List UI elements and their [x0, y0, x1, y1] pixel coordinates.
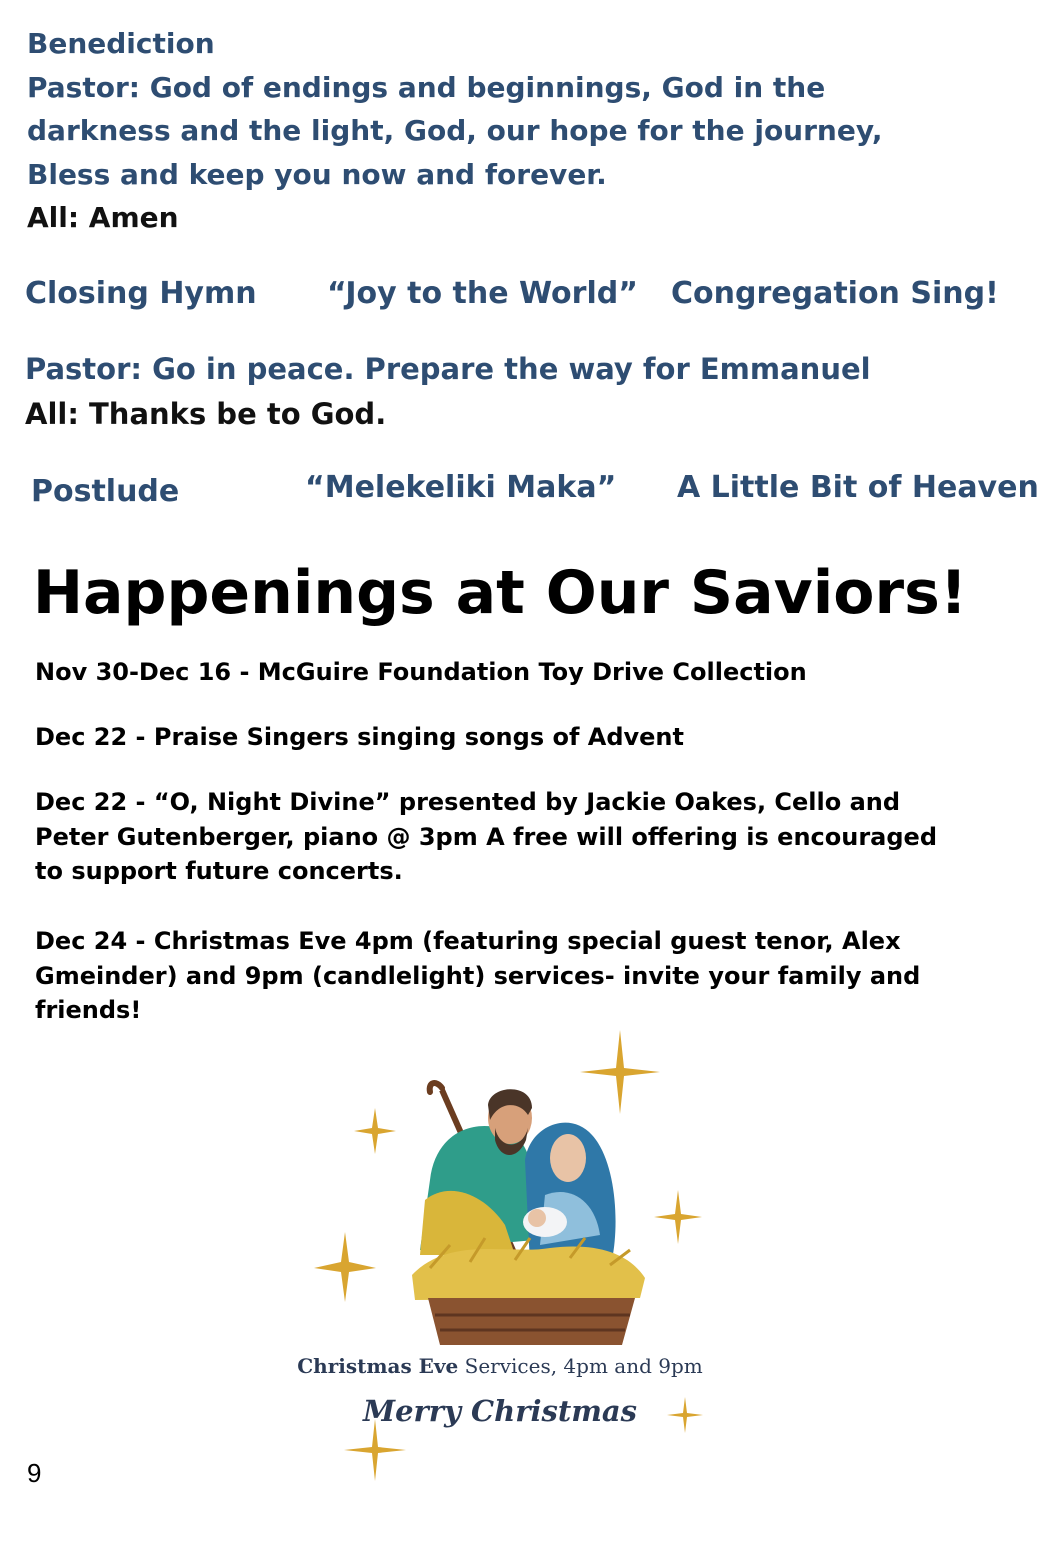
event-item: Dec 24 - Christmas Eve 4pm (featuring special guest tenor, Alex Gmeinder) and 9pm (candlelight) services- invite your family and friends!: [35, 927, 921, 1024]
caption-bold: Christmas Eve: [297, 1354, 459, 1378]
event-item: Dec 22 - Praise Singers singing songs of Advent: [35, 723, 684, 751]
caption-rest: Services, 4pm and 9pm: [458, 1354, 703, 1378]
dismissal-pastor: Pastor: Go in peace. Prepare the way for Emmanuel: [25, 352, 871, 386]
sparkle-star-icon: [354, 1108, 396, 1154]
sparkle-star-icon: [580, 1030, 660, 1114]
sparkle-star-icon: [314, 1232, 376, 1302]
postlude-label: Postlude: [31, 474, 180, 509]
dismissal-response: All: Thanks be to God.: [25, 397, 387, 431]
postlude-note: A Little Bit of Heaven: [677, 470, 1039, 505]
benediction-heading: Benediction: [27, 27, 215, 60]
postlude-title: “Melekeliki Maka”: [305, 470, 617, 505]
christmas-eve-caption: [0, 1354, 1000, 1378]
benediction-pastor-text: Pastor: God of endings and beginnings, God in the darkness and the light, God, our hope for the journey, Bless and keep you now and forever.: [27, 70, 883, 191]
merry-christmas-greeting: Merry Christmas: [362, 1394, 638, 1428]
event-item: Dec 22 - “O, Night Divine” presented by Jackie Oakes, Cello and Peter Gutenberger, piano @ 3pm A free will offering is encouraged to support future concerts.: [35, 788, 938, 885]
closing-hymn-note: Congregation Sing!: [671, 276, 999, 311]
closing-hymn-label: Closing Hymn: [25, 276, 257, 311]
nativity-illustration: [300, 1010, 720, 1360]
closing-hymn-title: “Joy to the World”: [327, 276, 638, 311]
sparkle-star-icon: [654, 1190, 702, 1244]
benediction-response: All: Amen: [27, 201, 179, 234]
page-number: 9: [27, 1458, 42, 1488]
benediction-section: [27, 22, 967, 240]
event-item: Nov 30-Dec 16 - McGuire Foundation Toy Drive Collection: [35, 658, 807, 686]
happenings-title: Happenings at Our Saviors!: [32, 558, 968, 628]
